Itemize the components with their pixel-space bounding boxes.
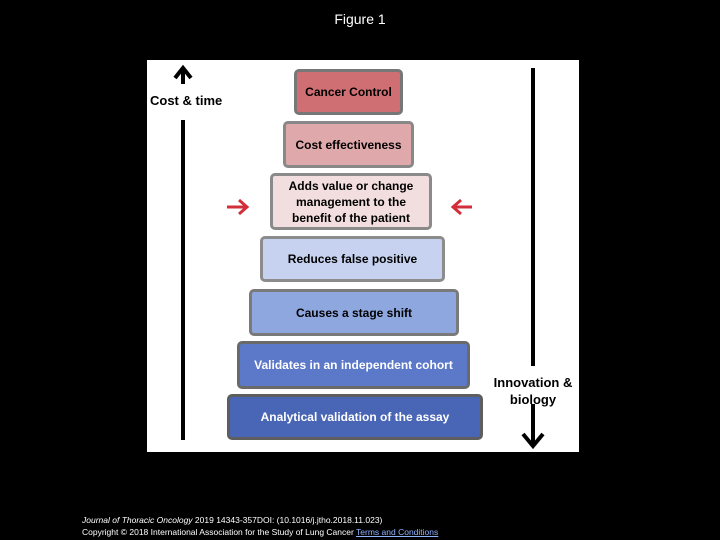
up-arrow-icon (175, 68, 191, 440)
citation-line (82, 514, 382, 526)
tier-label: Cost effectiveness (295, 137, 402, 152)
journal-name: Journal of Thoracic Oncology (82, 515, 193, 525)
tier-label-line: Adds value or change (288, 178, 414, 193)
right-highlight-arrow-icon (453, 200, 472, 214)
tier-cost-effectiveness (283, 121, 414, 168)
left-highlight-arrow-icon (227, 200, 247, 214)
tier-label-line: management to the (295, 194, 406, 209)
tier-adds-value (270, 173, 432, 230)
tier-analytical-validation (227, 394, 483, 440)
tier-label: Causes a stage shift (295, 305, 413, 320)
figure-title: Figure 1 (334, 11, 386, 27)
tier-label: Cancer Control (305, 85, 392, 99)
tier-label: Validates in an independent cohort (254, 358, 453, 372)
diagram-panel (147, 60, 579, 452)
copyright-line (82, 526, 438, 538)
citation-text: 2019 14343-357DOI: (10.1016/j.jtho.2018.11.023) (192, 515, 383, 525)
tier-independent-cohort (237, 341, 470, 389)
cost-time-label: Cost & time (150, 93, 223, 108)
terms-link[interactable]: Terms and Conditions (356, 527, 439, 537)
tier-label: Reduces false positive (287, 252, 418, 266)
tier-label-line: benefit of the patient (291, 210, 410, 225)
tier-label: Analytical validation of the assay (260, 410, 450, 424)
innovation-label-line1: Innovation & (493, 375, 573, 390)
innovation-label-line2: biology (509, 392, 557, 407)
innovation-biology-label (487, 374, 579, 408)
tier-stage-shift (249, 289, 459, 336)
tier-reduces-false-positive (260, 236, 445, 282)
tier-cancer-control (294, 69, 403, 115)
copyright-text: Copyright © 2018 International Association for the Study of Lung Cancer (82, 527, 354, 537)
